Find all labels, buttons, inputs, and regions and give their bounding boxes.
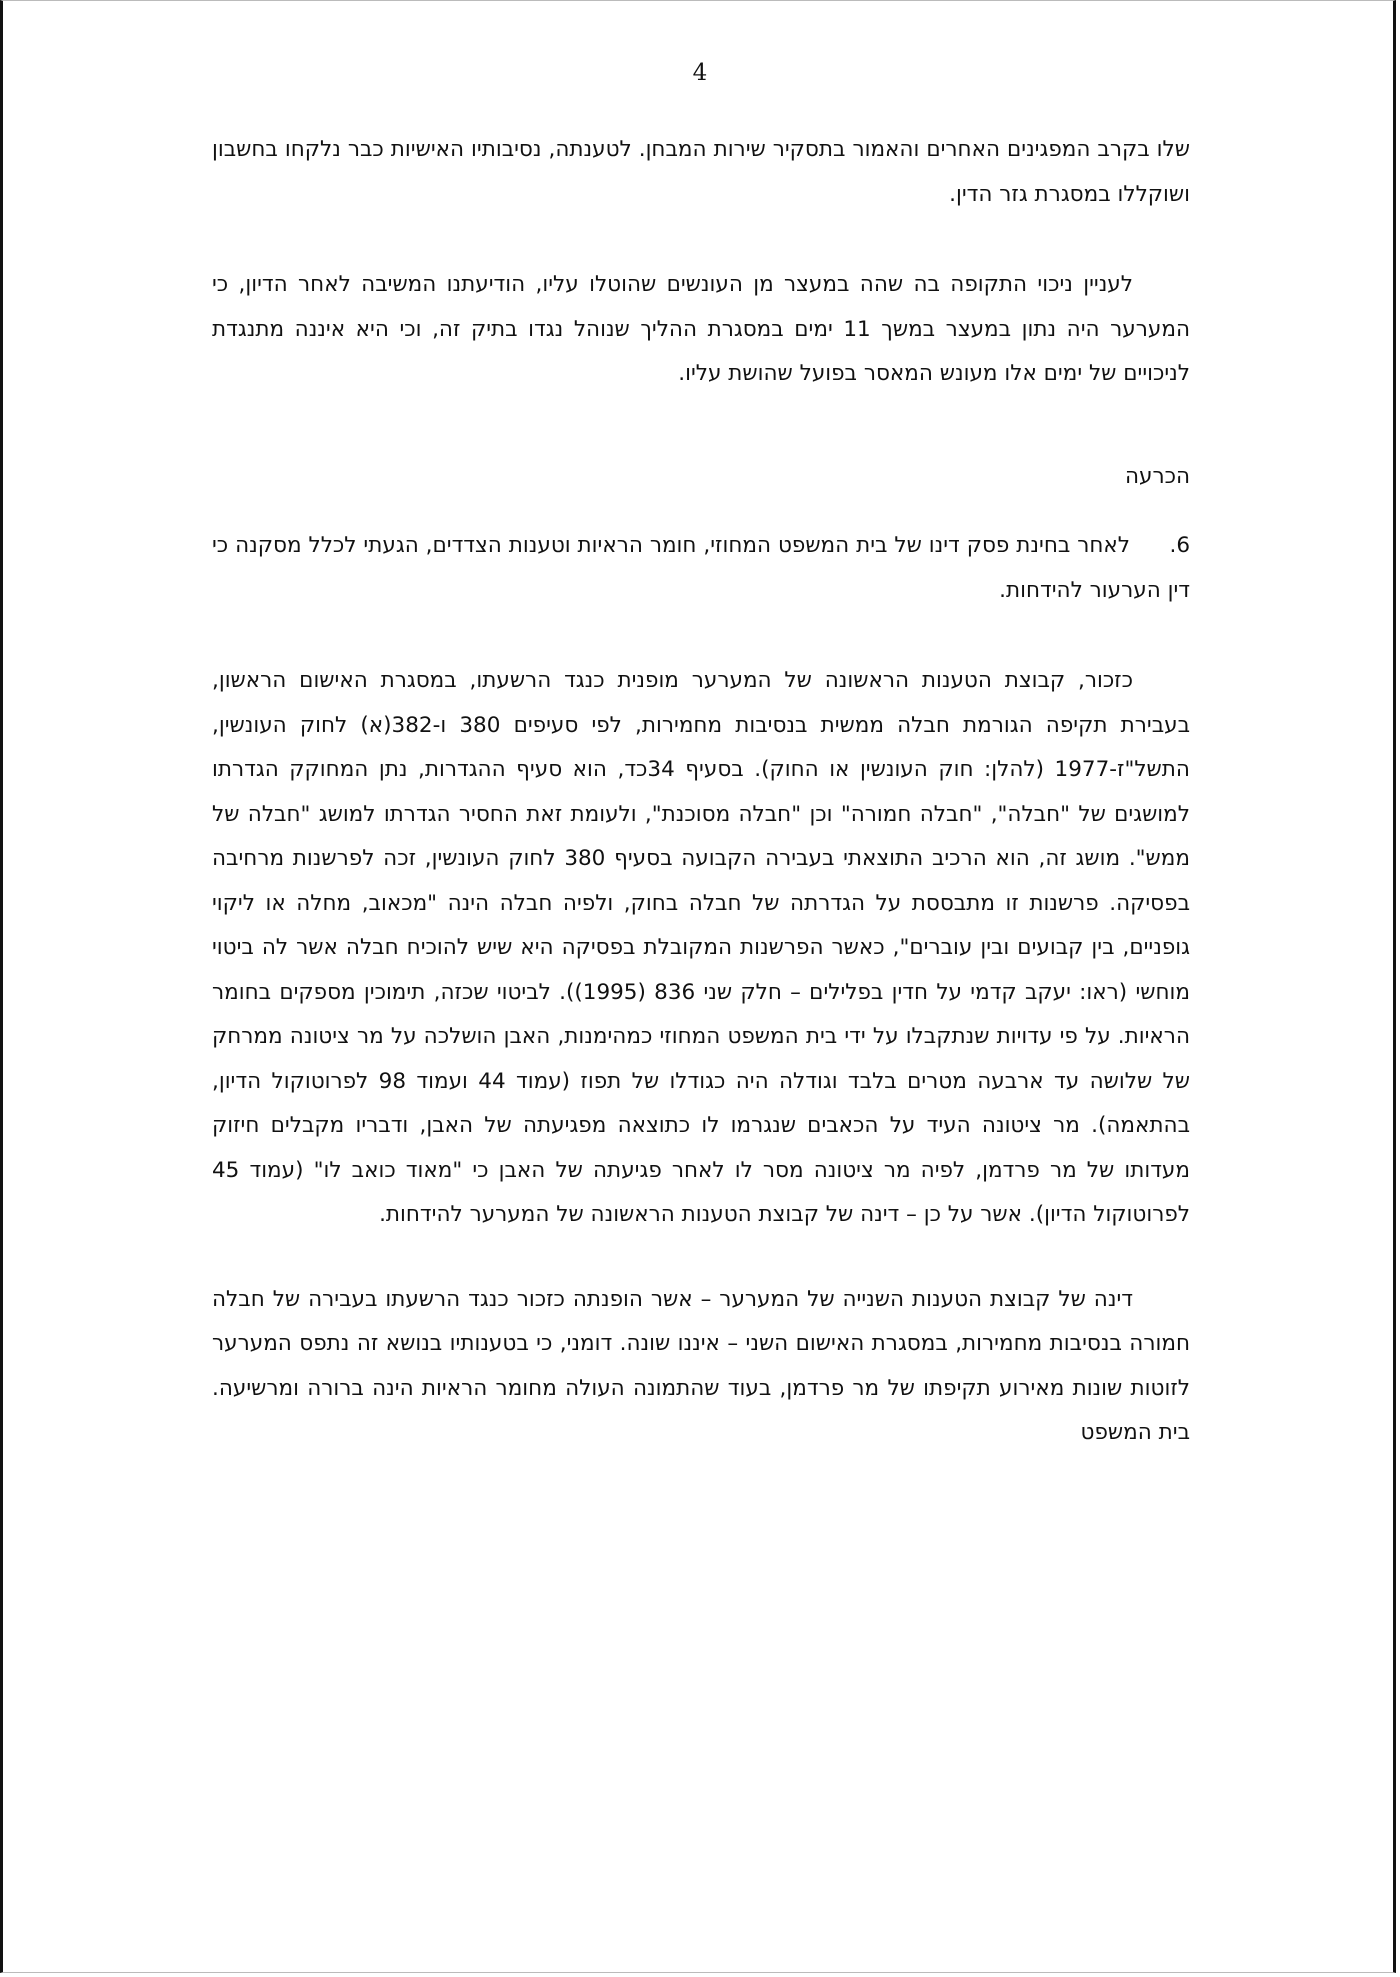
section-heading: הכרעה: [1124, 463, 1190, 489]
page-number: 4: [692, 60, 708, 86]
paragraph-continuation: שלו בקרב המפגינים האחרים והאמור בתסקיר שירות המבחן. לטענתה, נסיבותיו האישיות כבר נלקחו בחשבון ושוקללו במסגרת גזר הדין.: [212, 137, 1190, 207]
paragraph-number: 6.: [1169, 533, 1190, 558]
paragraph-second-claims: דינה של קבוצת הטענות השנייה של המערער – אשר הופנתה כזכור כנגד הרשעתו בעבירה של חבלה חמורה בנסיבות מחמירות, במסגרת האישום השני – איננו שונה. דומני, כי בטענותיו בנושא זה נתפס המערער לזוטות שונות מאירוע תקיפתו של מר פרדמן, בעוד שהתמונה העולה מחומר הראיות הינה ברורה ומרשיעה. בית המשפט: [212, 1286, 1190, 1445]
document-body: [212, 128, 1190, 1497]
paragraph-detention-deduction: לעניין ניכוי התקופה בה שהה במעצר מן העונשים שהוטלו עליו, הודיעתנו המשיבה לאחר הדיון, כי המערער היה נתון במעצר במשך 11 ימים במסגרת ההליך שנוהל נגדו בתיק זה, וכי היא איננה מתנגדת לניכויים של ימים אלו מעונש המאסר בפועל שהושת עליו.: [212, 272, 1190, 386]
paragraph-6: [212, 524, 1190, 613]
paragraph-6-text: לאחר בחינת פסק דינו של בית המשפט המחוזי, חומר הראיות וטענות הצדדים, הגעתי לכלל מסקנה כי דין הערעור להידחות.: [212, 533, 1190, 603]
paragraph-first-claims: כזכור, קבוצת הטענות הראשונה של המערער מופנית כנגד הרשעתו, במסגרת האישום הראשון, בעבירת תקיפה הגורמת חבלה ממשית בנסיבות מחמירות, לפי סעיפים 380 ו-382(א) לחוק העונשין, התשל"ז-1977 (להלן: חוק העונשין או החוק). בסעיף 34כד, הוא סעיף ההגדרות, נתן המחוקק הגדרתו למושגים של "חבלה", "חבלה חמורה" וכן "חבלה מסוכנת", ולעומת זאת החסיר הגדרתו למושג "חבלה של ממש". מושג זה, הוא הרכיב התוצאתי בעבירה הקבועה בסעיף 380 לחוק העונשין, זכה לפרשנות מרחיבה בפסיקה. פרשנות זו מתבססת על הגדרתה של חבלה בחוק, ולפיה חבלה הינה "מכאוב, מחלה או ליקוי גופניים, בין קבועים ובין עוברים", כאשר הפרשנות המקובלת בפסיקה היא שיש להוכיח חבלה אשר לה ביטוי מוחשי (ראו: יעקב קדמי על חדין בפלילים – חלק שני 836 (1995)). לביטוי שכזה, תימוכין מספקים בחומר הראיות. על פי עדויות שנתקבלו על ידי בית המשפט המחוזי כמהימנות, האבן הושלכה על מר ציטונה ממרחק של שלושה עד ארבעה מטרים בלבד וגודלה היה כגודלו של תפוז (עמוד 44 ועמוד 98 לפרוטוקול הדיון, בהתאמה). מר ציטונה העיד על הכאבים שנגרמו לו כתוצאה מפגיעתה של האבן, ודבריו מקבלים חיזוק מעדותו של מר פרדמן, לפיה מר ציטונה מסר לו לאחר פגיעתה של האבן כי "מאוד כואב לו" (עמוד 45 לפרוטוקול הדיון). אשר על כן – דינה של קבוצת הטענות הראשונה של המערער להידחות.: [212, 668, 1191, 1227]
